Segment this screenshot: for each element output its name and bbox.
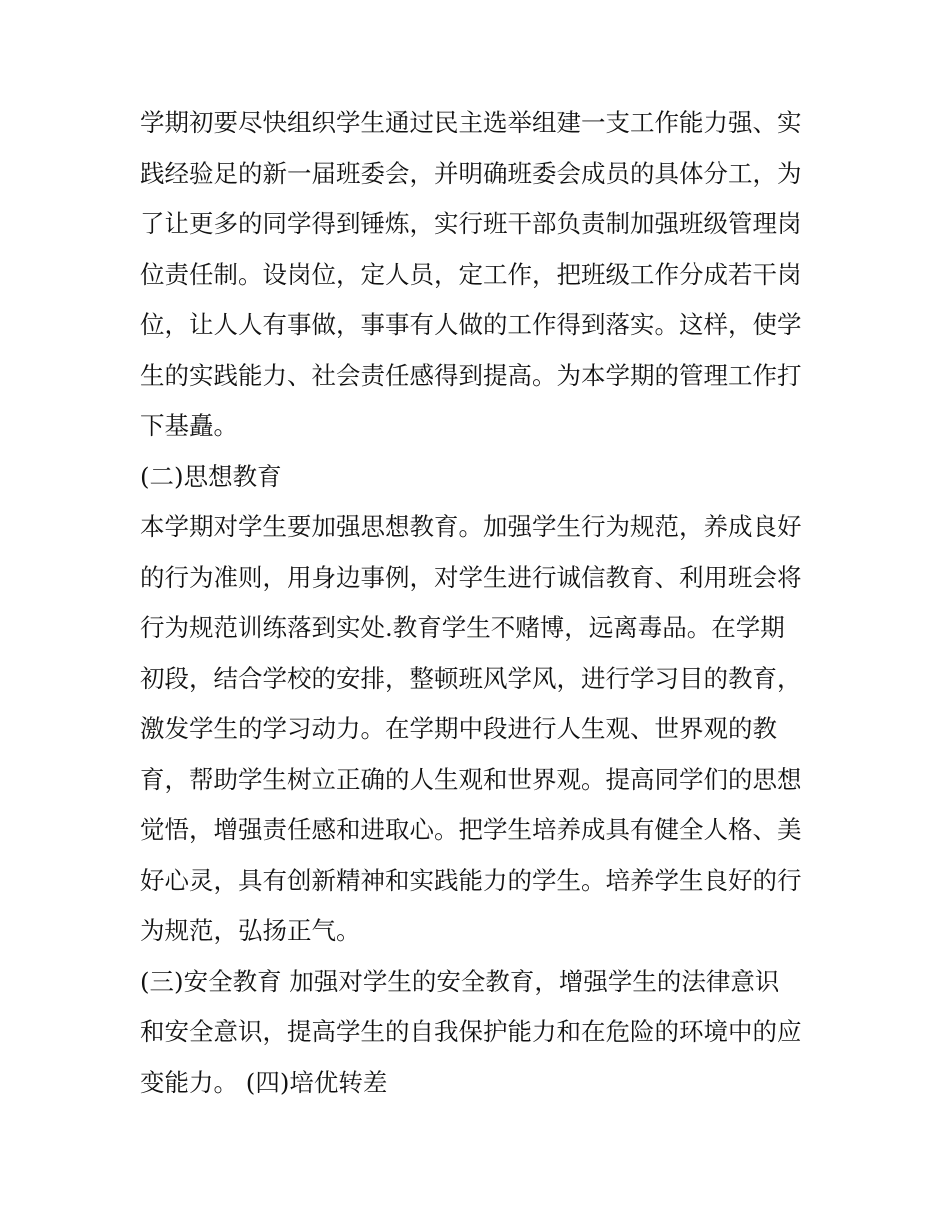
text-line: 本学期对学生要加强思想教育。加强学生行为规范，养成良好 (140, 512, 802, 541)
text-line: 了让更多的同学得到锤炼，实行班干部负责制加强班级管理岗 (140, 209, 802, 238)
text-line: 位，让人人有事做，事事有人做的工作得到落实。这样，使学 (140, 310, 802, 339)
section-heading-3: (三)安全教育 加强对学生的安全教育，增强学生的法律意识 (140, 966, 780, 996)
text-line: 下基矗。 (140, 411, 238, 440)
text-line: 学期初要尽快组织学生通过民主选举组建一支工作能力强、实 (140, 108, 802, 137)
text-line: 为规范，弘扬正气。 (140, 916, 361, 945)
section-heading-2: (二)思想教育 (140, 461, 282, 491)
text-line: 践经验足的新一届班委会，并明确班委会成员的具体分工，为 (140, 158, 802, 188)
text-line: 初段，结合学校的安排，整顿班风学风，进行学习目的教育， (140, 663, 802, 693)
text-line: 和安全意识，提高学生的自我保护能力和在危险的环境中的应 (140, 1017, 802, 1046)
text-line: 觉悟，增强责任感和进取心。把学生培养成具有健全人格、美 (140, 815, 802, 844)
document-body (140, 98, 820, 1108)
text-line: 激发学生的学习动力。在学期中段进行人生观、世界观的教 (140, 714, 777, 743)
text-line: 生的实践能力、社会责任感得到提高。为本学期的管理工作打 (140, 360, 802, 390)
text-line: 变能力。 (四)培优转差 (140, 1067, 388, 1097)
text-line: 育，帮助学生树立正确的人生观和世界观。提高同学们的思想 (140, 764, 802, 794)
text-line: 好心灵，具有创新精神和实践能力的学生。培养学生良好的行 (140, 865, 802, 895)
text-line: 位责任制。设岗位，定人员，定工作，把班级工作分成若干岗 (140, 259, 802, 289)
text-line: 行为规范训练落到实处.教育学生不赌博，远离毒品。在学期 (140, 613, 785, 642)
text-line: 的行为准则，用身边事例，对学生进行诚信教育、利用班会将 (140, 562, 802, 592)
